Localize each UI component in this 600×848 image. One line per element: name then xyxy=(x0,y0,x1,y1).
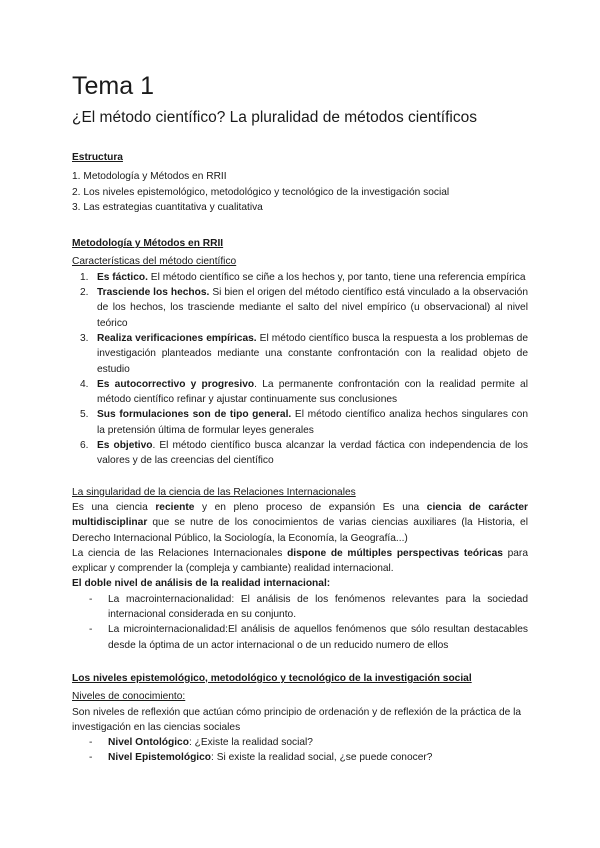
list-item: - La macrointernacionalidad: El análisis de los fenómenos relevantes para la sociedad internacional considerada en su conjunto. xyxy=(72,592,528,623)
estructura-heading: Estructura xyxy=(72,152,123,163)
niveles-list xyxy=(72,735,528,766)
page-title: Tema 1 xyxy=(72,72,154,100)
list-item: 5. Sus formulaciones son de tipo general. El método científico analiza hechos singulares con la pretensión última de formular leyes generales xyxy=(80,409,528,436)
list-item: 1. Es fáctico. El método científico se ciñe a los hechos y, por tanto, tiene una referencia empírica xyxy=(80,271,526,283)
page-subtitle: ¿El método científico? La pluralidad de métodos científicos xyxy=(72,109,477,126)
list-item: 4. Es autocorrectivo y progresivo. La permanente confrontación con la realidad permite al método científico refinar y ajustar continuamente sus conclusiones xyxy=(80,378,528,406)
niveles-intro: Son niveles de reflexión que actúan cómo principio de ordenación y de reflexión de la práctica de la investigación en las ciencias sociales xyxy=(72,706,522,733)
singularidad-heading: La singularidad de la ciencia de las Relaciones Internacionales xyxy=(72,486,356,498)
document-page xyxy=(72,70,528,766)
list-item: - Nivel Ontológico: ¿Existe la realidad social? xyxy=(72,735,528,750)
estructura-item-1: 1. Metodología y Métodos en RRII xyxy=(72,171,227,183)
list-item: - Nivel Epistemológico: Si existe la realidad social, ¿se puede conocer? xyxy=(72,750,528,765)
metodologia-heading: Metodología y Métodos en RRII xyxy=(72,238,224,250)
list-item: 6. Es objetivo. El método científico busca alcanzar la verdad fáctica con independencia de los valores y de las creencias del científico xyxy=(80,440,528,467)
doble-nivel-list xyxy=(72,592,528,653)
singularidad-paragraph-1: Es una ciencia reciente y en pleno proceso de expansión Es una ciencia de carácter multidisciplinar que se nutre de los conocimientos de varias ciencias auxiliares (la Historia, el Derecho Internacional Público, la Sociología, la Economía, la Geografía...) xyxy=(72,501,529,544)
estructura-item-2: 2. Los niveles epistemológico, metodológico y tecnológico de la investigación social xyxy=(72,186,450,198)
caracteristicas-heading: Características del método científico xyxy=(72,256,237,268)
list-item: - La microinternacionalidad:El análisis de aquellos fenómenos que sólo resultan destacables desde la óptima de un actor internacional o de un reducido numero de ellos xyxy=(72,622,528,653)
niveles-conocimiento-heading: Niveles de conocimiento: xyxy=(72,691,186,703)
singularidad-paragraph-2: La ciencia de las Relaciones Internacionales dispone de múltiples perspectivas teóricas para explicar y comprender la (compleja y cambiante) realidad internacional. xyxy=(72,547,528,575)
niveles-heading: Los niveles epistemológico, metodológico y tecnológico de la investigación social xyxy=(72,672,472,684)
estructura-item-3: 3. Las estrategias cuantitativa y cualitativa xyxy=(72,201,263,213)
caracteristicas-list xyxy=(72,270,528,469)
list-item: 2. Trasciende los hechos. Si bien el origen del método científico está vinculado a la observación de los hechos, los trasciende mediante el salto del nivel empírico (u observacional) al nivel teórico xyxy=(80,287,528,329)
list-item: 3. Realiza verificaciones empíricas. El método científico busca la respuesta a los problemas de investigación planteados mediante una constante confrontación con la realidad objeto de estudio xyxy=(80,332,529,375)
doble-nivel-heading: El doble nivel de análisis de la realidad internacional: xyxy=(72,578,331,590)
